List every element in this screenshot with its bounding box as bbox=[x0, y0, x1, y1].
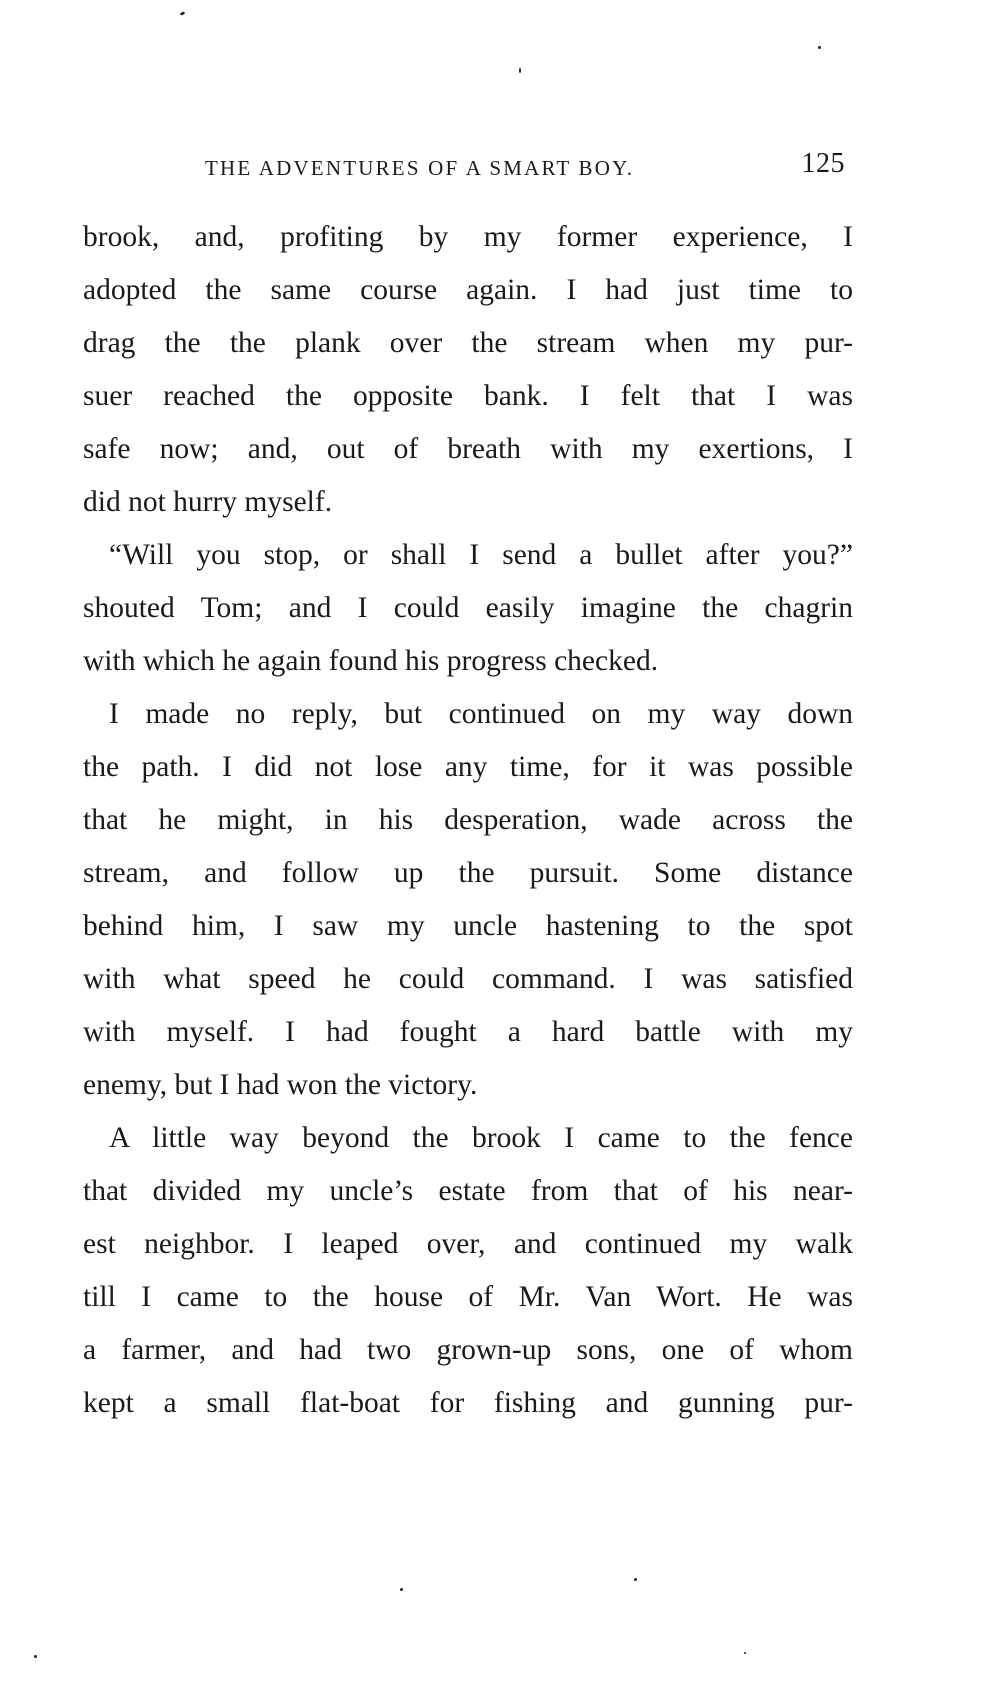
text-line: a farmer, and had two grown-up sons, one of whom bbox=[83, 1334, 853, 1366]
text-line: drag the the plank over the stream when my pur- bbox=[83, 327, 853, 359]
text-line: with which he again found his progress checked. bbox=[83, 645, 659, 677]
page-header bbox=[205, 148, 845, 188]
paragraph bbox=[83, 688, 853, 1112]
body-text bbox=[83, 211, 853, 1430]
scan-speck bbox=[634, 1578, 637, 1581]
text-line: with what speed he could command. I was satisfied bbox=[83, 963, 853, 995]
scan-speck bbox=[34, 1655, 37, 1658]
page-number: 125 bbox=[801, 148, 845, 179]
text-line: stream, and follow up the pursuit. Some distance bbox=[83, 857, 853, 889]
scan-speck bbox=[519, 68, 521, 73]
text-line: est neighbor. I leaped over, and continued my walk bbox=[83, 1228, 853, 1260]
text-line: “Will you stop, or shall I send a bullet after you?” bbox=[109, 539, 853, 571]
scan-speck bbox=[818, 46, 821, 49]
text-line: safe now; and, out of breath with my exertions, I bbox=[83, 433, 853, 465]
text-line: the path. I did not lose any time, for it was possible bbox=[83, 751, 853, 783]
paragraph bbox=[83, 529, 853, 688]
scan-speck bbox=[180, 11, 186, 16]
scan-speck bbox=[744, 1652, 746, 1654]
text-line: brook, and, profiting by my former experience, I bbox=[83, 221, 853, 253]
paragraph bbox=[83, 211, 853, 529]
text-line: suer reached the opposite bank. I felt that I was bbox=[83, 380, 853, 412]
text-line: adopted the same course again. I had just time to bbox=[83, 274, 853, 306]
text-line: I made no reply, but continued on my way down bbox=[109, 698, 853, 730]
text-line: did not hurry myself. bbox=[83, 486, 333, 518]
text-line: enemy, but I had won the victory. bbox=[83, 1069, 478, 1101]
text-line: that he might, in his desperation, wade across the bbox=[83, 804, 853, 836]
text-line: kept a small flat-boat for fishing and gunning pur- bbox=[83, 1387, 853, 1419]
text-line: with myself. I had fought a hard battle with my bbox=[83, 1016, 853, 1048]
text-line: till I came to the house of Mr. Van Wort. He was bbox=[83, 1281, 853, 1313]
scan-speck bbox=[400, 1588, 403, 1591]
text-line: A little way beyond the brook I came to the fence bbox=[109, 1122, 853, 1154]
text-line: behind him, I saw my uncle hastening to the spot bbox=[83, 910, 853, 942]
running-head: THE ADVENTURES OF A SMART BOY. bbox=[205, 156, 635, 180]
text-line: shouted Tom; and I could easily imagine the chagrin bbox=[83, 592, 853, 624]
text-line: that divided my uncle’s estate from that of his near- bbox=[83, 1175, 853, 1207]
paragraph bbox=[83, 1112, 853, 1430]
